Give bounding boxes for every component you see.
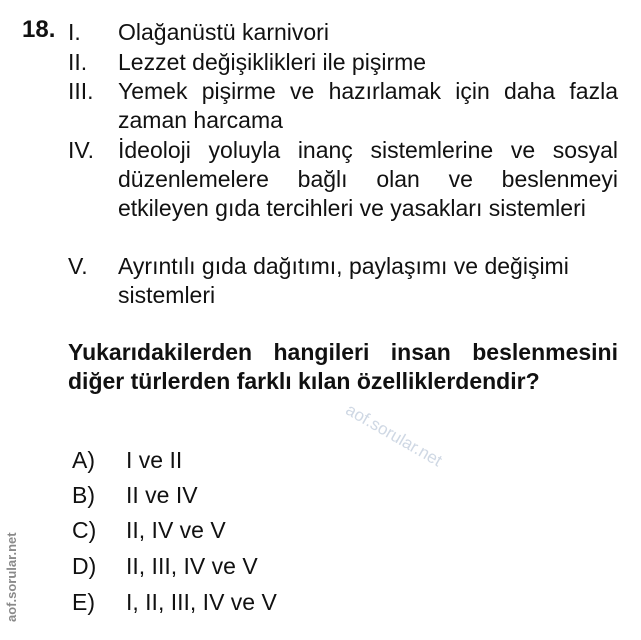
item-text: Yemek pişirme ve hazırlamak için daha fazla zaman harcama bbox=[118, 78, 618, 133]
option-letter: B) bbox=[72, 482, 95, 508]
item-numeral: IV. bbox=[68, 137, 95, 163]
option-letter: E) bbox=[72, 589, 95, 615]
option-text: II, IV ve V bbox=[126, 517, 226, 543]
option-letter: A) bbox=[72, 447, 95, 473]
watermark-center: aof.sorular.net bbox=[342, 400, 446, 471]
item-text: Lezzet değişiklikleri ile pişirme bbox=[118, 49, 427, 75]
item-text: Ayrıntılı gıda dağıtımı, paylaşımı ve değişimi sistemleri bbox=[118, 253, 569, 308]
option-letter: D) bbox=[72, 553, 97, 579]
item-numeral: III. bbox=[68, 78, 94, 104]
question-text: Yukarıdakilerden hangileri insan beslenmesini diğer türlerden farklı kılan özelliklerdendir? bbox=[68, 339, 618, 394]
option-text: II ve IV bbox=[126, 482, 198, 508]
item-numeral: V. bbox=[68, 253, 88, 279]
item-text: İdeoloji yoluyla inanç sistemlerine ve sosyal düzenlemelere bağlı olan ve beslenmeyi etkileyen gıda tercihleri ve yasakları sistemleri bbox=[118, 137, 618, 221]
option-text: I ve II bbox=[126, 447, 183, 473]
option-text: II, III, IV ve V bbox=[126, 553, 258, 579]
question-number: 18. bbox=[22, 16, 56, 43]
item-numeral: I. bbox=[68, 19, 81, 45]
option-letter: C) bbox=[72, 517, 97, 543]
item-numeral: II. bbox=[68, 49, 88, 75]
option-text: I, II, III, IV ve V bbox=[126, 589, 277, 615]
item-text: Olağanüstü karnivori bbox=[118, 19, 329, 45]
watermark-side: aof.sorular.net bbox=[4, 532, 19, 622]
